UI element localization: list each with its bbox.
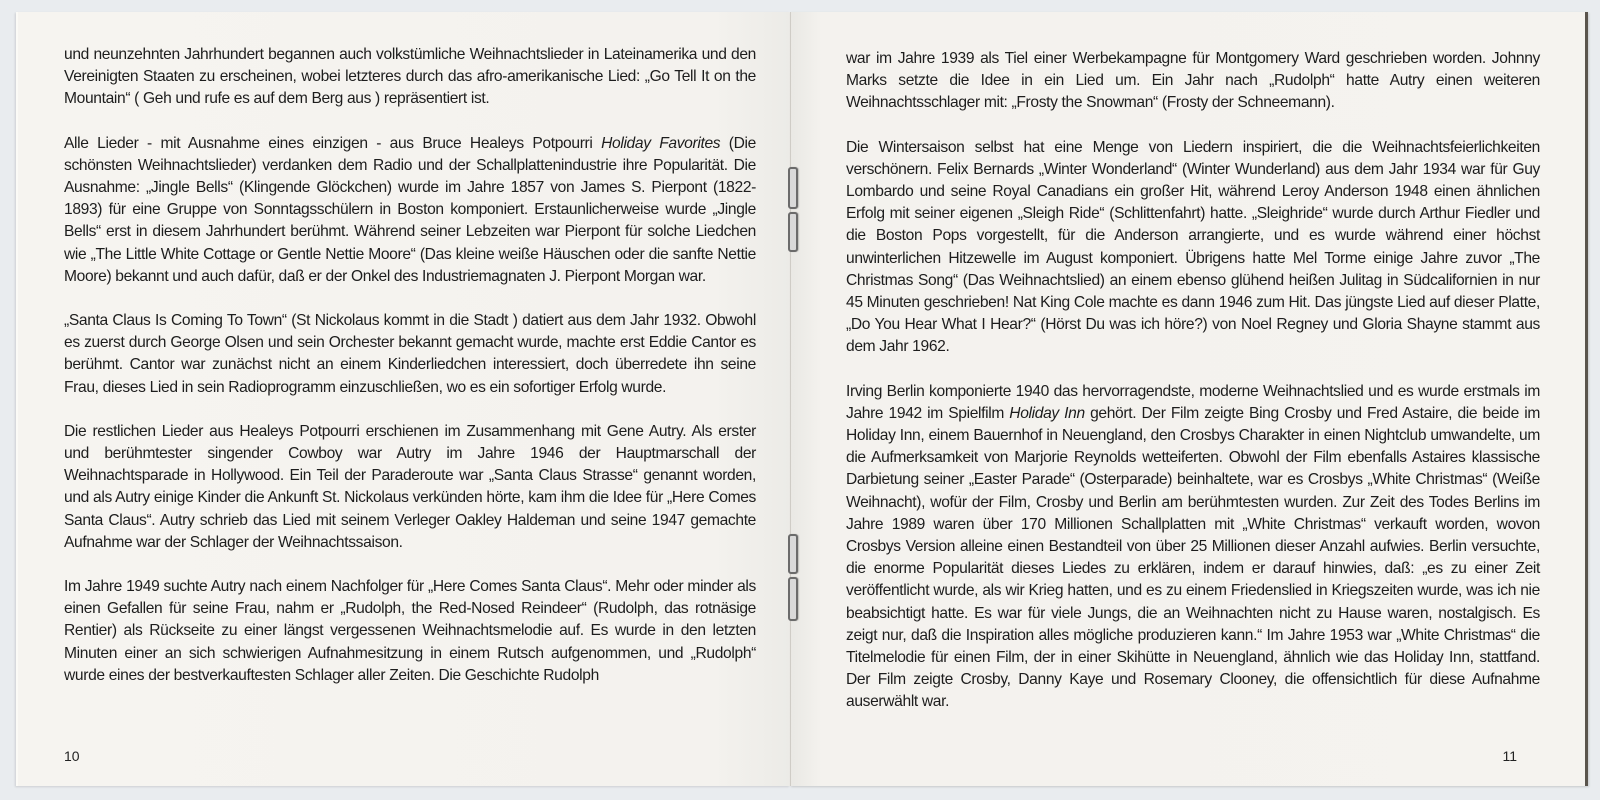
paragraph — [846, 381, 1540, 714]
paragraph: Im Jahre 1949 suchte Autry nach einem Nachfolger für „Here Comes Santa Claus“. Mehr oder minder als einen Gefallen für seine Frau, nahm er „Rudolph, the Red-Nosed Reindeer“ (Rudolph, das rotnäsige Rentier) als Rückseite zu einer längst vergessenen Weihnachtsmelodie auf. Es wurde in den letzten Minuten einer an sich schwierigen Aufnahmesitzung in einem Rutsch aufgenommen, und „Rudolph“ wurde eines der bestverkauftesten Schlager aller Zeiten. Die Geschichte Rudolph — [64, 578, 756, 684]
paragraph-text: Irving Berlin komponierte 1940 das hervorragendste, moderne Weihnachtslied und es wurde erstmals im Jahre 1942 im Spielfilm — [846, 382, 1540, 422]
page-number: 11 — [1502, 748, 1517, 764]
staple-icon — [788, 167, 798, 209]
paragraph: und neunzehnten Jahrhundert begannen auch volkstümliche Weihnachtslieder in Lateinamerika und den Vereinigten Staaten zu erscheinen, wobei letzteres durch das afro-amerikanische Lied: „Go Tell It on the Mountain“ ( Geh und rufe es auf dem Berg aus ) repräsentiert ist. — [64, 46, 756, 108]
page-number: 10 — [64, 748, 80, 764]
paragraph-text: (Die schönsten Weihnachtslieder) verdanken dem Radio und der Schallplattenindustrie ihre Popularität. Die Ausnahme: „Jingle Bells“ (Klingende Glöckchen) wurde im Jahre 1857 von James S. Pierpont (1822-1893) für eine Gruppe von Sonntagsschülern in Boston komponiert. Erstaunlicherweise wurde „Jingle Bells“ erst in diesem Jahrhundert berühmt. Während seiner Lebzeiten war Pierpont für solche Liedchen wie „The Little White Cottage or Gentle Nettie Moore“ (Das kleine weiße Häuschen oder die sanfte Nettie Moore) bekannt und auch dafür, daß er der Onkel des Industriemagnaten J. Pierpont Morgan war. — [64, 134, 756, 285]
right-page-body — [846, 48, 1540, 736]
staple-icon — [788, 534, 798, 574]
paragraph — [64, 133, 756, 288]
paragraph: Die Wintersaison selbst hat eine Menge von Liedern inspiriert, die die Weihnachtsfeierlichkeiten verschönern. Felix Bernards „Winter Wonderland“ (Winter Wunderland) aus dem Jahr 1934 war für Guy Lombardo und seine Royal Canadians ein großer Hit, während Leroy Anderson 1948 einen ähnlichen Erfolg mit seiner eigenen „Sleigh Ride“ (Schlittenfahrt) hatte. „Sleighride“ wurde durch Arthur Fiedler und die Boston Pops vorgestellt, für die Anderson arrangierte, und es wurde während einer höchst unwinterlichen Hitzewelle im August komponiert. Übrigens hatte Mel Torme einige Jahre zuvor „The Christmas Song“ (Das Weihnachtslied) an einem ebenso glühend heißen Julitag in Südcalifornien in nur 45 Minuten geschrieben! Nat King Cole machte es dann 1946 zum Hit. Das jüngste Lied auf dieser Platte, „Do You Hear What I Hear?“ (Hörst Du was ich höre?) von Noel Regney und Gloria Shayne stammt aus dem Jahr 1962. — [846, 138, 1540, 356]
spine-fold — [790, 12, 791, 786]
staple-icon — [788, 212, 798, 252]
paragraph: Die restlichen Lieder aus Healeys Potpourri erschienen im Zusammenhang mit Gene Autry. Als erster und berühmtester singender Cowboy war Autry im Jahre 1946 der Hauptmarschall der Weihnachtsparade in Hollywood. Ein Teil der Paraderoute war „Santa Claus Strasse“ genannt worden, und als Autry einige Kinder die Ankunft St. Nickolaus verkünden hörte, kam ihm die Idee für „Here Comes Santa Claus“. Autry schrieb das Lied mit seinem Verleger Oakley Haldeman und seine 1947 gemachte Aufnahme war der Schlager der Weihnachtssaison. — [64, 422, 756, 551]
film-title: Holiday Inn — [1009, 404, 1085, 422]
paragraph-text: gehört. Der Film zeigte Bing Crosby und Fred Astaire, die beide im Holiday Inn, einem Bauernhof in Neuengland, den Crosbys Charakter in einen Nightclub umwandelte, um die Aufmerksamkeit von Marjorie Reynolds wetteiferten. Obwohl der Film ebenfalls Astaires klassische Darbietung seiner „Easter Parade“ (Osterparade) beinhaltete, war es Crosbys „White Christmas“ (Weiße Weihnacht), wofür der Film, Crosby und Berlin am berühmtesten wurden. Zur Zeit des Todes Berlins im Jahre 1989 waren über 170 Millionen Schallplatten mit „White Christmas“ verkauft worden, wovon Crosbys Version alleine einen Bestandteil von über 25 Millionen dieser Anzahl aufwies. Berlin versuchte, die enorme Popularität dieses Liedes zu erklären, indem er darauf hinwies, daß: „es zu einer Zeit veröffentlicht wurde, als wir Krieg hatten, und es zu einem Friedenslied in Kriegszeiten wurde, was ich nie beabsichtigt hatte. Es war für viele Jungs, die an Weihnachten nicht zu Hause waren, nostalgisch. Es zeigt nur, daß die Inspiration alles mögliche produzieren kann.“ Im Jahre 1953 war „White Christmas“ die Titelmelodie für einen Film, der in einer Skihütte in Neuengland, ähnlich wie das Holiday Inn, stattfand. Der Film zeigte Crosby, Danny Kaye und Rosemary Clooney, die offensichtlich für diese Aufnahme auserwählt war. — [846, 404, 1540, 711]
left-page — [16, 12, 790, 786]
right-page — [790, 12, 1588, 786]
paragraph-text: Alle Lieder - mit Ausnahme eines einzigen - aus Bruce Healeys Potpourri — [64, 134, 602, 152]
left-page-body — [64, 44, 756, 687]
paragraph: war im Jahre 1939 als Tiel einer Werbekampagne für Montgomery Ward geschrieben worden. Johnny Marks setzte die Idee in ein Lied um. Ein Jahr nach „Rudolph“ hatte Autry einen weiteren Weihnachtsschlager mit: „Frosty the Snowman“ (Frosty der Schneemann). — [846, 50, 1540, 112]
staple-icon — [788, 577, 798, 621]
album-title: Holiday Favorites — [601, 134, 721, 152]
booklet-spread — [16, 12, 1588, 786]
paragraph: „Santa Claus Is Coming To Town“ (St Nickolaus kommt in die Stadt ) datiert aus dem Jahr 1932. Obwohl es zuerst durch George Olsen und sein Orchester bekannt gemacht wurde, machte erst Eddie Cantor es berühmt. Cantor war zunächst nicht an einem Kinderliedchen interessiert, doch überredete ihn seine Frau, dieses Lied in sein Radioprogramm einzuschließen, wo es ein sofortiger Erfolg wurde. — [64, 312, 756, 396]
